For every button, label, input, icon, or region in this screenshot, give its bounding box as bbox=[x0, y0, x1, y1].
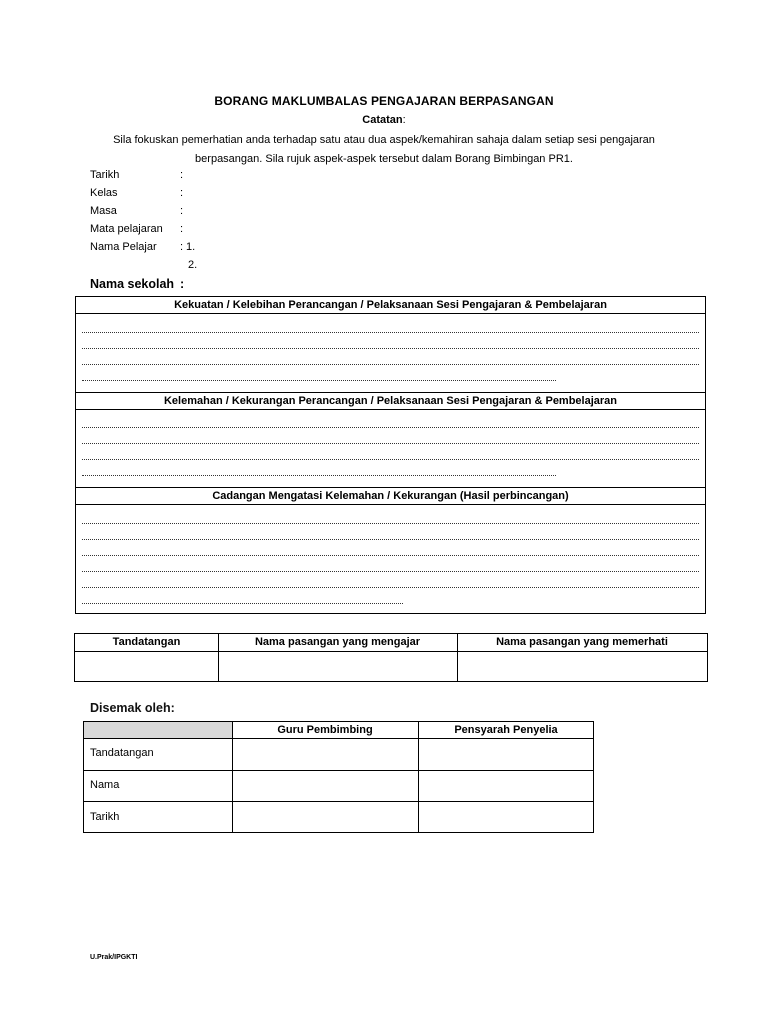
writing-line[interactable] bbox=[82, 603, 403, 604]
nama-pelajar-number-2: 2. bbox=[188, 259, 198, 271]
divider bbox=[76, 504, 705, 505]
mata-pelajaran-label: Mata pelajaran bbox=[90, 223, 163, 235]
sig-col-pasangan-mengajar: Nama pasangan yang mengajar bbox=[254, 636, 421, 648]
rev-col-pensyarah-penyelia: Pensyarah Penyelia bbox=[454, 724, 558, 736]
column-divider bbox=[418, 722, 419, 832]
column-divider bbox=[218, 634, 219, 681]
divider bbox=[76, 313, 705, 314]
tarikh-colon: : bbox=[180, 169, 184, 181]
writing-line[interactable] bbox=[82, 539, 699, 540]
divider bbox=[76, 409, 705, 410]
kelas-label: Kelas bbox=[90, 187, 118, 199]
review-table bbox=[83, 721, 594, 833]
rev-row-nama: Nama bbox=[90, 779, 120, 791]
writing-line[interactable] bbox=[82, 380, 556, 381]
nama-pelajar-colon: : bbox=[180, 241, 184, 253]
disemak-label: Disemak oleh: bbox=[90, 701, 175, 715]
writing-line[interactable] bbox=[82, 348, 699, 349]
writing-line[interactable] bbox=[82, 332, 699, 333]
catatan-line-2: berpasangan. Sila rujuk aspek-aspek tersebut dalam Borang Bimbingan PR1. bbox=[195, 153, 573, 165]
header-corner-cell bbox=[84, 722, 232, 738]
column-divider bbox=[457, 634, 458, 681]
rev-col-guru-pembimbing: Guru Pembimbing bbox=[277, 724, 373, 736]
mata-pelajaran-colon: : bbox=[180, 223, 184, 235]
writing-line[interactable] bbox=[82, 427, 699, 428]
divider bbox=[84, 801, 593, 802]
column-divider bbox=[232, 722, 233, 832]
writing-line[interactable] bbox=[82, 571, 699, 572]
signature-table bbox=[74, 633, 708, 682]
sig-col-pasangan-memerhati: Nama pasangan yang memerhati bbox=[496, 636, 668, 648]
catatan-line-1: Sila fokuskan pemerhatian anda terhadap satu atau dua aspek/kemahiran sahaja dalam setiap sesi pengajaran bbox=[113, 134, 655, 146]
kekuatan-header: Kekuatan / Kelebihan Perancangan / Pelaksanaan Sesi Pengajaran & Pembelajaran bbox=[174, 299, 607, 311]
nama-pelajar-label: Nama Pelajar bbox=[90, 241, 157, 253]
nama-sekolah-colon: : bbox=[180, 277, 185, 291]
divider bbox=[84, 738, 593, 739]
writing-line[interactable] bbox=[82, 443, 699, 444]
nama-sekolah-label: Nama sekolah bbox=[90, 277, 175, 291]
kelemahan-header: Kelemahan / Kekurangan Perancangan / Pelaksanaan Sesi Pengajaran & Pembelajaran bbox=[163, 395, 618, 407]
masa-label: Masa bbox=[90, 205, 117, 217]
rev-row-tandatangan: Tandatangan bbox=[90, 747, 154, 759]
writing-line[interactable] bbox=[82, 364, 699, 365]
footer-code: U.Prak/IPGKTI bbox=[90, 954, 138, 961]
masa-colon: : bbox=[180, 205, 184, 217]
cadangan-header: Cadangan Mengatasi Kelemahan / Kekurangan (Hasil perbincangan) bbox=[212, 490, 569, 502]
tarikh-label: Tarikh bbox=[90, 169, 120, 181]
writing-line[interactable] bbox=[82, 587, 699, 588]
catatan-text bbox=[96, 131, 672, 169]
sig-col-tandatangan: Tandatangan bbox=[112, 636, 181, 648]
writing-line[interactable] bbox=[82, 523, 699, 524]
writing-line[interactable] bbox=[82, 555, 699, 556]
writing-line[interactable] bbox=[82, 475, 556, 476]
rev-row-tarikh: Tarikh bbox=[90, 811, 120, 823]
catatan-label: Catatan bbox=[362, 114, 403, 126]
feedback-box bbox=[75, 296, 706, 614]
form-title: BORANG MAKLUMBALAS PENGAJARAN BERPASANGAN bbox=[214, 94, 554, 108]
writing-line[interactable] bbox=[82, 459, 699, 460]
catatan-colon: : bbox=[402, 114, 406, 126]
kelas-colon: : bbox=[180, 187, 184, 199]
divider bbox=[84, 770, 593, 771]
nama-pelajar-number-1: 1. bbox=[186, 241, 196, 253]
catatan-heading bbox=[0, 114, 768, 126]
divider bbox=[75, 651, 707, 652]
